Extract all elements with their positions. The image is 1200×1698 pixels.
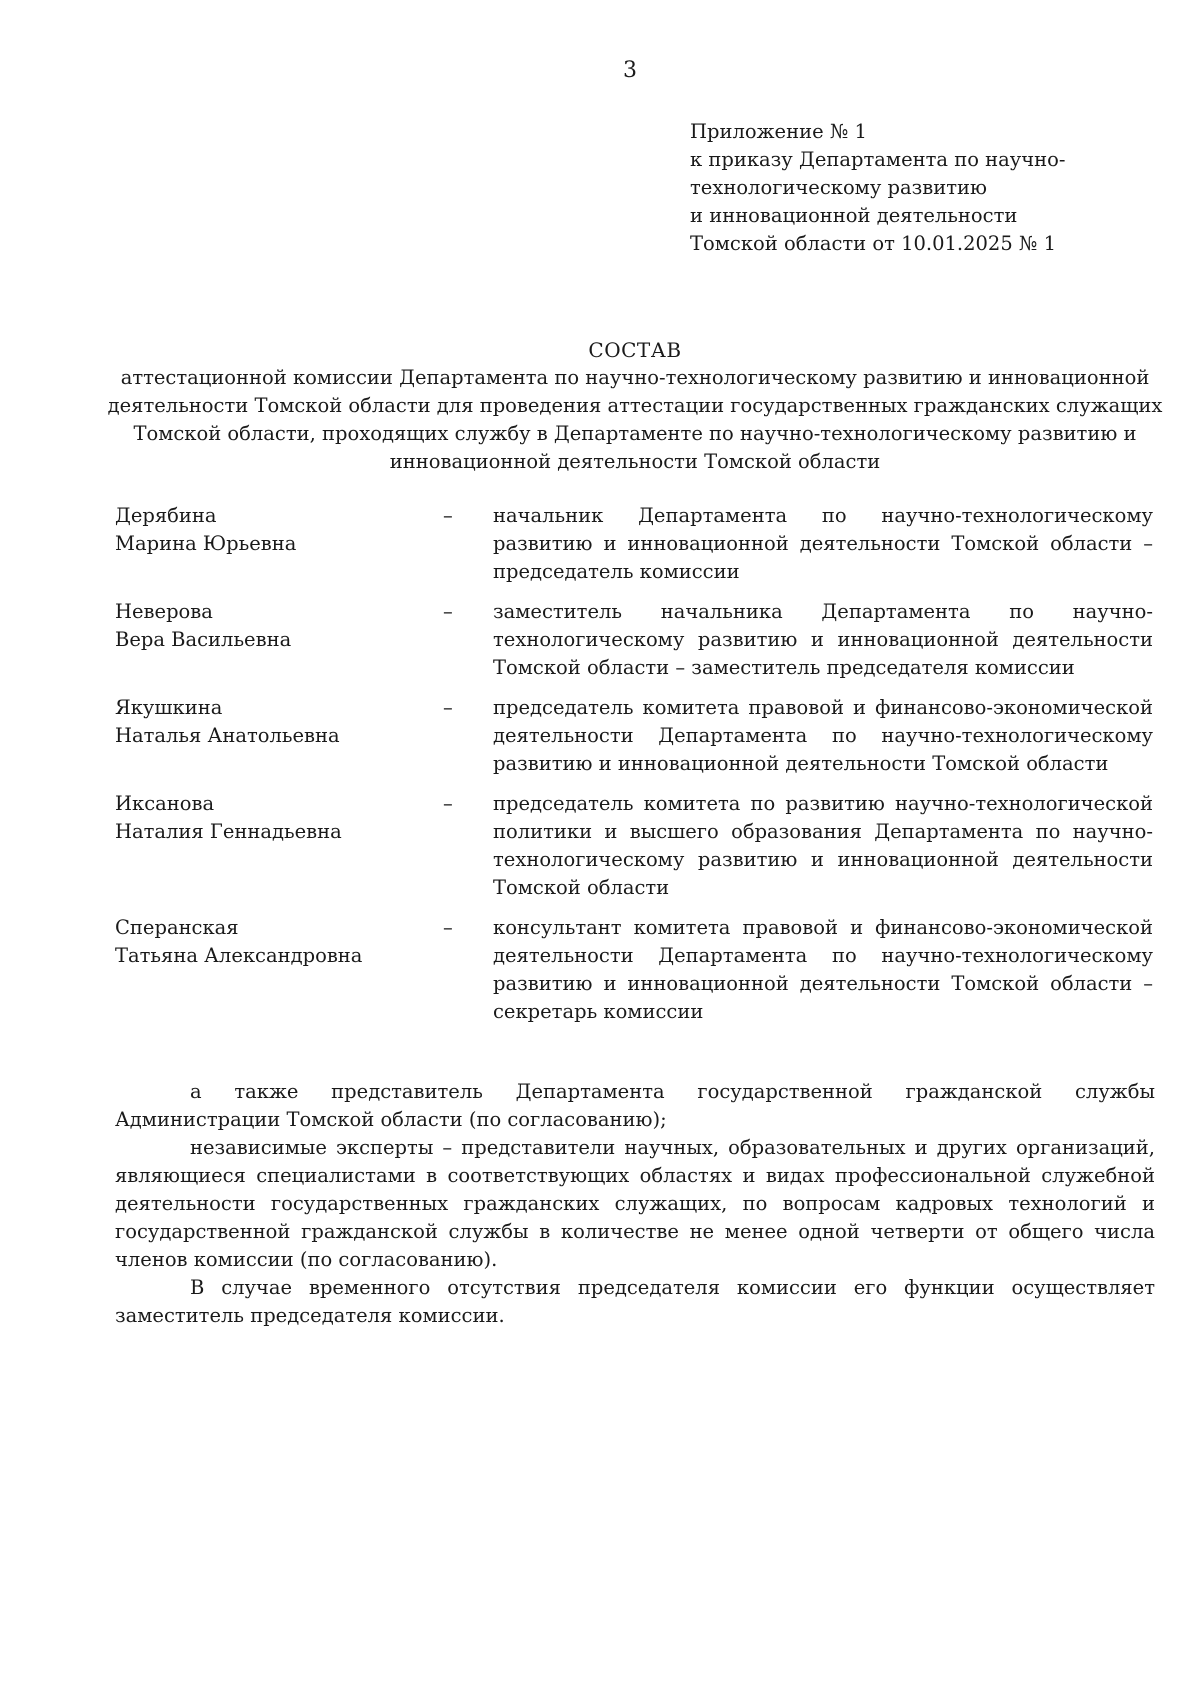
- member-role: консультант комитета правовой и финансово-экономической деятельности Департамента по научно-технологическому развитию и инновационной деятельности Томской области – секретарь комиссии: [493, 916, 1153, 1023]
- member-row: [115, 790, 1155, 902]
- member-row: [115, 598, 1155, 682]
- title-block: [105, 336, 1165, 476]
- notes-section: [115, 1078, 1155, 1330]
- member-role: председатель комитета по развитию научно-технологической политики и высшего образования Департамента по научно-технологическому развитию и инновационной деятельности Томской области: [493, 792, 1153, 899]
- appendix-line: Томской области от 10.01.2025 № 1: [690, 232, 1056, 255]
- member-role: заместитель начальника Департамента по научно-технологическому развитию и инновационной деятельности Томской области – заместитель председателя комиссии: [493, 600, 1153, 679]
- member-name: [115, 598, 435, 682]
- appendix-line: технологическому развитию: [690, 176, 988, 199]
- member-given-name: Марина Юрьевна: [115, 532, 297, 555]
- appendix-line: Приложение № 1: [690, 120, 867, 143]
- page-number: 3: [623, 58, 637, 83]
- member-surname: Неверова: [115, 600, 213, 623]
- member-role: председатель комитета правовой и финансово-экономической деятельности Департамента по научно-технологическому развитию и инновационной деятельности Томской области: [493, 696, 1153, 775]
- document-subtitle: аттестационной комиссии Департамента по научно-технологическому развитию и инновационной деятельности Томской области для проведения аттестации государственных гражданских служащих Томской области, проходящих службу в Департаменте по научно-технологическому развитию и инновационной деятельности Томской области: [107, 366, 1163, 473]
- member-given-name: Вера Васильевна: [115, 628, 292, 651]
- note-paragraph: независимые эксперты – представители научных, образовательных и других организаций, являющиеся специалистами в соответствующих областях и видах профессиональной служебной деятельности государственных гражданских служащих, по вопросам кадровых технологий и государственной гражданской службы в количестве не менее одной четверти от общего числа членов комиссии (по согласованию).: [115, 1136, 1155, 1271]
- member-given-name: Наталья Анатольевна: [115, 724, 340, 747]
- members-list: [115, 502, 1155, 1038]
- appendix-header: [690, 118, 1130, 258]
- member-role: начальник Департамента по научно-технологическому развитию и инновационной деятельности Томской области – председатель комиссии: [493, 504, 1153, 583]
- member-given-name: Татьяна Александровна: [115, 944, 363, 967]
- member-surname: Якушкина: [115, 696, 223, 719]
- member-dash: –: [443, 600, 453, 623]
- member-name: [115, 790, 435, 902]
- member-row: [115, 914, 1155, 1026]
- member-dash: –: [443, 696, 453, 719]
- member-given-name: Наталия Геннадьевна: [115, 820, 342, 843]
- member-row: [115, 502, 1155, 586]
- member-name: [115, 914, 435, 1026]
- member-surname: Иксанова: [115, 792, 215, 815]
- member-dash: –: [443, 792, 453, 815]
- document-title: СОСТАВ: [588, 338, 682, 362]
- note-paragraph: а также представитель Департамента государственной гражданской службы Администрации Томской области (по согласованию);: [115, 1080, 1155, 1131]
- member-surname: Дерябина: [115, 504, 217, 527]
- member-dash: –: [443, 916, 453, 939]
- member-name: [115, 694, 435, 778]
- note-paragraph: В случае временного отсутствия председателя комиссии его функции осуществляет заместитель председателя комиссии.: [115, 1276, 1155, 1327]
- member-dash: –: [443, 504, 453, 527]
- member-surname: Сперанская: [115, 916, 239, 939]
- appendix-line: и инновационной деятельности: [690, 204, 1018, 227]
- member-row: [115, 694, 1155, 778]
- appendix-line: к приказу Департамента по научно-: [690, 148, 1066, 171]
- member-name: [115, 502, 435, 586]
